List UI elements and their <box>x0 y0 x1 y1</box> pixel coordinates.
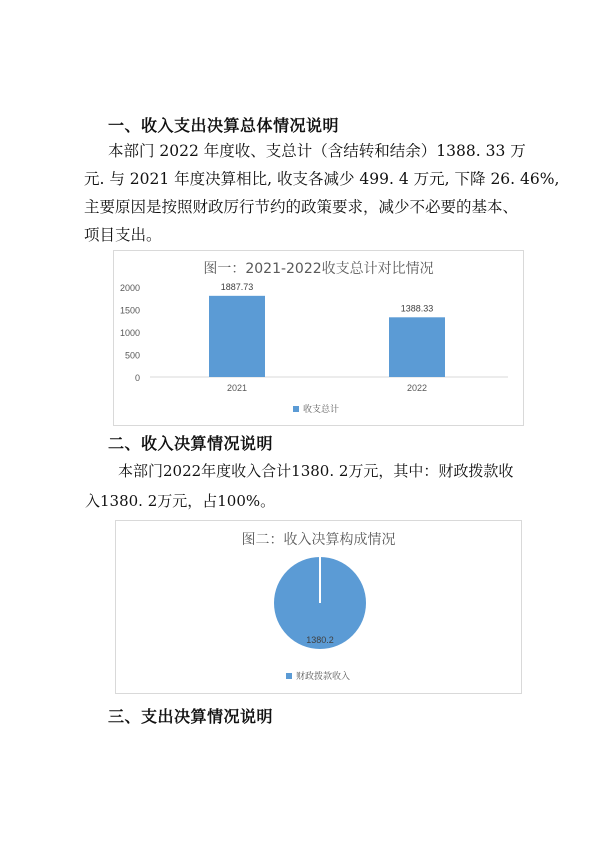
section-heading-2: 二、收入决算情况说明 <box>108 434 274 453</box>
y-tick-label: 2000 <box>119 283 140 293</box>
x-tick-label: 2021 <box>226 383 248 393</box>
x-tick-label: 2022 <box>406 383 428 393</box>
pie-chart-plot <box>116 521 521 693</box>
bar-chart <box>113 250 524 426</box>
section-heading-1: 一、收入支出决算总体情况说明 <box>108 116 340 135</box>
paragraph-line: 入1380. 2万元，占100%。 <box>85 492 276 510</box>
data-label: 1388.33 <box>400 303 434 314</box>
data-label: 1887.73 <box>220 281 254 292</box>
paragraph-line: 元. 与 2021 年度决算相比, 收支各减少 499. 4 万元, 下降 26. 46%, <box>84 170 560 188</box>
paragraph-line: 本部门 2022 年度收、支总计（含结转和结余）1388. 33 万 <box>108 142 526 160</box>
section-heading-3: 三、支出决算情况说明 <box>108 707 274 726</box>
chart-title: 图二：收入决算构成情况 <box>241 532 396 548</box>
y-tick-label: 1500 <box>119 305 140 316</box>
bar-2021 <box>209 296 265 377</box>
chart-title: 图一：2021-2022收支总计对比情况 <box>203 261 434 277</box>
legend-swatch <box>286 673 292 679</box>
legend-swatch <box>293 406 299 412</box>
bar-2022 <box>389 317 445 377</box>
paragraph-line: 本部门2022年度收入合计1380. 2万元，其中：财政拨款收 <box>118 462 514 480</box>
bar-chart-plot <box>114 251 523 425</box>
data-label: 1380.2 <box>306 635 334 645</box>
y-tick-label: 0 <box>134 373 140 383</box>
legend-label: 财政拨款收入 <box>296 671 351 681</box>
legend-label: 收支总计 <box>303 404 340 414</box>
pie-chart <box>115 520 522 694</box>
paragraph-line: 项目支出。 <box>84 226 162 244</box>
y-tick-label: 1000 <box>119 328 140 338</box>
y-tick-label: 500 <box>124 350 140 361</box>
paragraph-line: 主要原因是按照财政厉行节约的政策要求，减少不必要的基本、 <box>84 198 519 216</box>
